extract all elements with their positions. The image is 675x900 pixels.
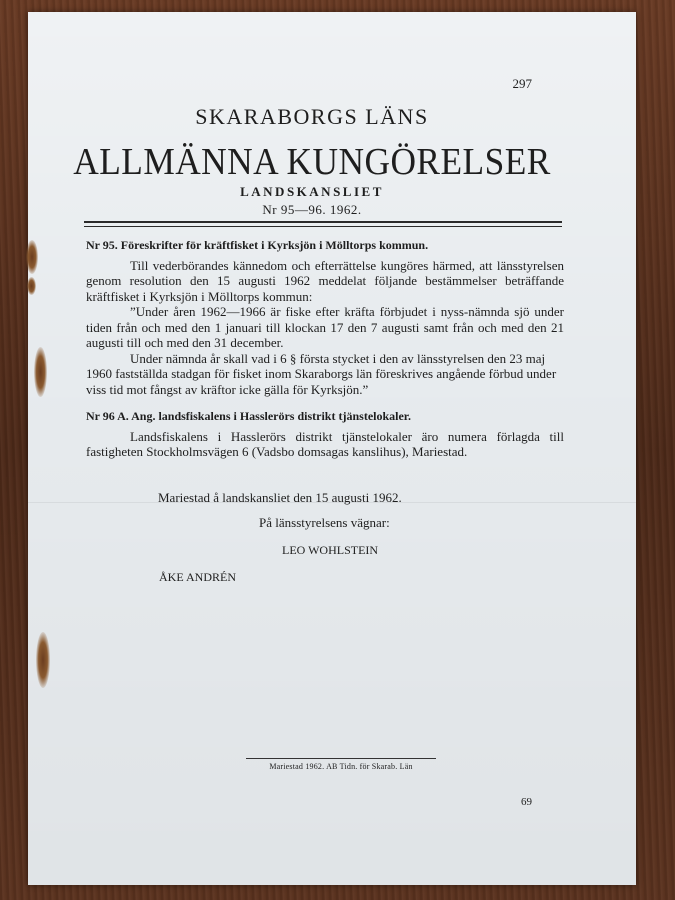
rust-stain xyxy=(36,632,50,688)
masthead-title: ALLMÄNNA KUNGÖRELSER xyxy=(73,141,551,183)
authority-line: På länsstyrelsens vägnar: xyxy=(259,515,390,530)
printer-imprint: Mariestad 1962. AB Tidn. för Skarab. Län xyxy=(269,762,413,771)
signatory-name: LEO WOHLSTEIN xyxy=(282,543,379,557)
section-95-paragraph: Under nämnda år skall vad i 6 § första stycket i den av länsstyrelsen den 23 maj 1960 fastställda stadgan för fisket inom Skaraborgs län föreskrives angående förbud under viss tid mot fångst av kräftor icke gälla för Kyrksjön.” xyxy=(86,350,557,397)
masthead-office: LANDSKANSLIET xyxy=(240,184,384,199)
closing-date-line: Mariestad å landskansliet den 15 augusti 1962. xyxy=(158,490,402,505)
document-body xyxy=(86,238,564,460)
rust-stain xyxy=(26,240,38,274)
issue-number: Nr 95—96. 1962. xyxy=(262,202,362,217)
countersigner-name: ÅKE ANDRÉN xyxy=(159,570,236,584)
spacer xyxy=(86,397,564,409)
section-95-paragraph: ”Under åren 1962—1966 är fiske efter kräfta förbjudet i nyss-nämnda sjö under tiden från och med den 1 januari till klockan 17 den 7 augusti samt från och med den 21 augusti till och med den 31 december. xyxy=(86,304,564,350)
page-number: 297 xyxy=(512,76,532,91)
printer-rule xyxy=(246,758,436,759)
rust-stain xyxy=(27,277,36,295)
header-rule-thick xyxy=(84,221,562,223)
section-96-heading: Nr 96 A. Ang. landsfiskalens i Hasslerörs distrikt tjänstelokaler. xyxy=(86,409,412,423)
sheet-number: 69 xyxy=(521,796,532,808)
document-sheet xyxy=(28,12,636,885)
masthead-county: SKARABORGS LÄNS xyxy=(195,104,429,129)
header-rule-thin xyxy=(84,226,562,227)
section-95-paragraph: Till vederbörandes kännedom och efterrättelse kungöres härmed, att länsstyrelsen genom resolution den 15 augusti 1962 meddelat följande bestämmelser beträffande kräftfisket i Kyrksjön i Mölltorps kommun: xyxy=(86,257,564,304)
section-95-heading: Nr 95. Föreskrifter för kräftfisket i Kyrksjön i Mölltorps kommun. xyxy=(86,238,429,252)
rust-stain xyxy=(34,347,47,397)
section-96-paragraph: Landsfiskalens i Hasslerörs distrikt tjänstelokaler äro numera förlagda till fastigheten Stockholmsvägen 6 (Vadsbo domsagas kanslihus), Mariestad. xyxy=(86,428,564,459)
